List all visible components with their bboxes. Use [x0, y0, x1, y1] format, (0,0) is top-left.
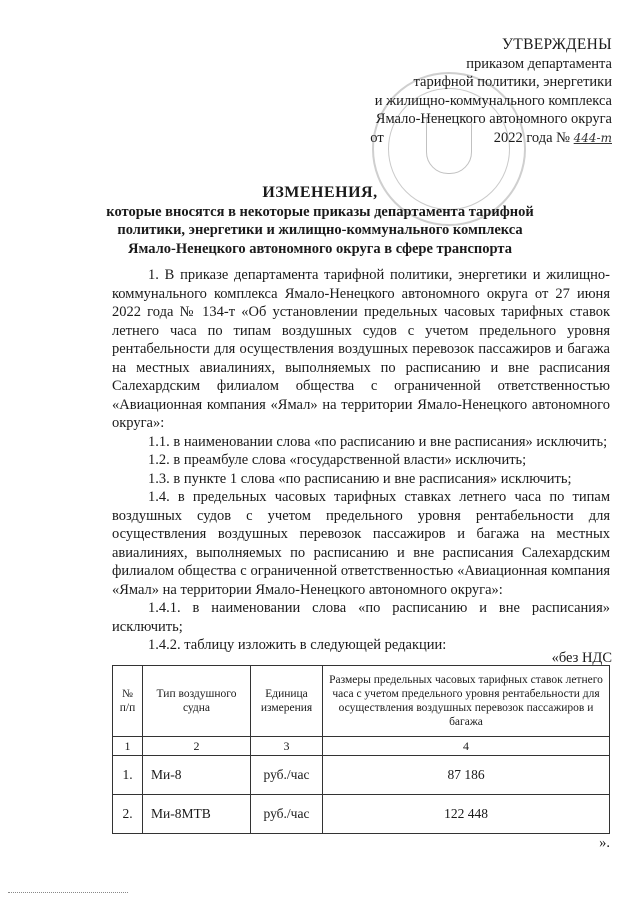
header-cell-aircraft-type: Тип воздушного судна — [143, 666, 251, 737]
heading-line: Ямало-Ненецкого автономного округа в сфере транспорта — [128, 240, 512, 257]
unit: руб./час — [251, 795, 323, 834]
table-row — [113, 795, 610, 834]
row-number: 1. — [113, 756, 143, 795]
vat-note: «без НДС — [551, 650, 612, 666]
approval-title: УТВЕРЖДЕНЫ — [502, 36, 612, 53]
column-number: 3 — [251, 737, 323, 756]
paragraph-1-2: 1.2. в преамбуле слова «государственной власти» исключить; — [148, 452, 527, 468]
paragraph-1-3: 1.3. в пункте 1 слова «по расписанию и вне расписания» исключить; — [148, 470, 572, 487]
paragraph-1: 1. В приказе департамента тарифной политики, энергетики и жилищно-коммунального комплекса Ямало-Ненецкого автономного округа от 27 июня 2022 года № 134-т «Об установлении предельных часовых тарифных ставок летнего часа по типам воздушных судов с учетом предельного уровня рентабельности для осуществления воздушных перевозок пассажиров и багажа на местных авиалиниях, выполняемых по расписанию и вне расписания Салехардским филиалом общества с ограниченной ответственностью «Авиационная компания «Ямал» на территории Ямало-Ненецкого автономного округа»: — [112, 267, 610, 431]
table-column-number-row — [113, 737, 610, 756]
unit: руб./час — [251, 756, 323, 795]
date-suffix: 2022 года № — [493, 129, 571, 146]
aircraft-type: Ми-8МТВ — [143, 795, 251, 834]
date-prefix: от — [370, 129, 384, 146]
paragraph-1-4: 1.4. в предельных часовых тарифных ставках летнего часа по типам воздушных судов с учетом предельного уровня рентабельности для осуществления воздушных перевозок пассажиров и багажа на местных авиалиниях, выполняемых по расписанию и вне расписания Салехардским филиалом общества с ограниченной ответственностью «Авиационная компания «Ямал» на территории Ямало-Ненецкого автономного округа»: — [112, 489, 610, 598]
column-number: 2 — [143, 737, 251, 756]
header-cell-tariff-size: Размеры предельных часовых тарифных ставок летнего часа с учетом предельного уровня рентабельности для осуществления воздушных перевозок пассажиров и багажа — [323, 666, 610, 737]
approval-block — [370, 36, 612, 147]
approval-line: и жилищно-коммунального комплекса — [374, 92, 612, 109]
tariff-value: 87 186 — [323, 756, 610, 795]
tariff-value: 122 448 — [323, 795, 610, 834]
column-number: 4 — [323, 737, 610, 756]
table-row — [113, 756, 610, 795]
document-heading — [60, 184, 580, 258]
approval-line: приказом департамента — [466, 55, 612, 72]
row-number: 2. — [113, 795, 143, 834]
approval-date-line — [370, 129, 612, 148]
order-number: 444-т — [573, 130, 612, 145]
paragraph-1-4-2: 1.4.2. таблицу изложить в следующей редакции: — [148, 637, 447, 653]
approval-line: Ямало-Ненецкого автономного округа — [375, 111, 612, 127]
heading-line: политики, энергетики и жилищно-коммунального комплекса — [117, 222, 523, 238]
closing-quote: ». — [599, 835, 610, 851]
tariff-table — [112, 665, 610, 834]
heading-line: которые вносятся в некоторые приказы департамента тарифной — [106, 203, 534, 220]
heading-title: ИЗМЕНЕНИЯ, — [262, 184, 378, 201]
aircraft-type: Ми-8 — [143, 756, 251, 795]
table-header-row — [113, 666, 610, 737]
approval-line: тарифной политики, энергетики — [413, 74, 612, 90]
paragraph-1-4-1: 1.4.1. в наименовании слова «по расписанию и вне расписания» исключить; — [112, 600, 610, 635]
paragraph-1-1: 1.1. в наименовании слова «по расписанию и вне расписания» исключить; — [148, 433, 608, 450]
header-cell-unit: Единица измерения — [251, 666, 323, 737]
column-number: 1 — [113, 737, 143, 756]
footer-divider — [8, 892, 128, 893]
header-cell-number: № п/п — [113, 666, 143, 737]
document-body — [112, 266, 610, 655]
